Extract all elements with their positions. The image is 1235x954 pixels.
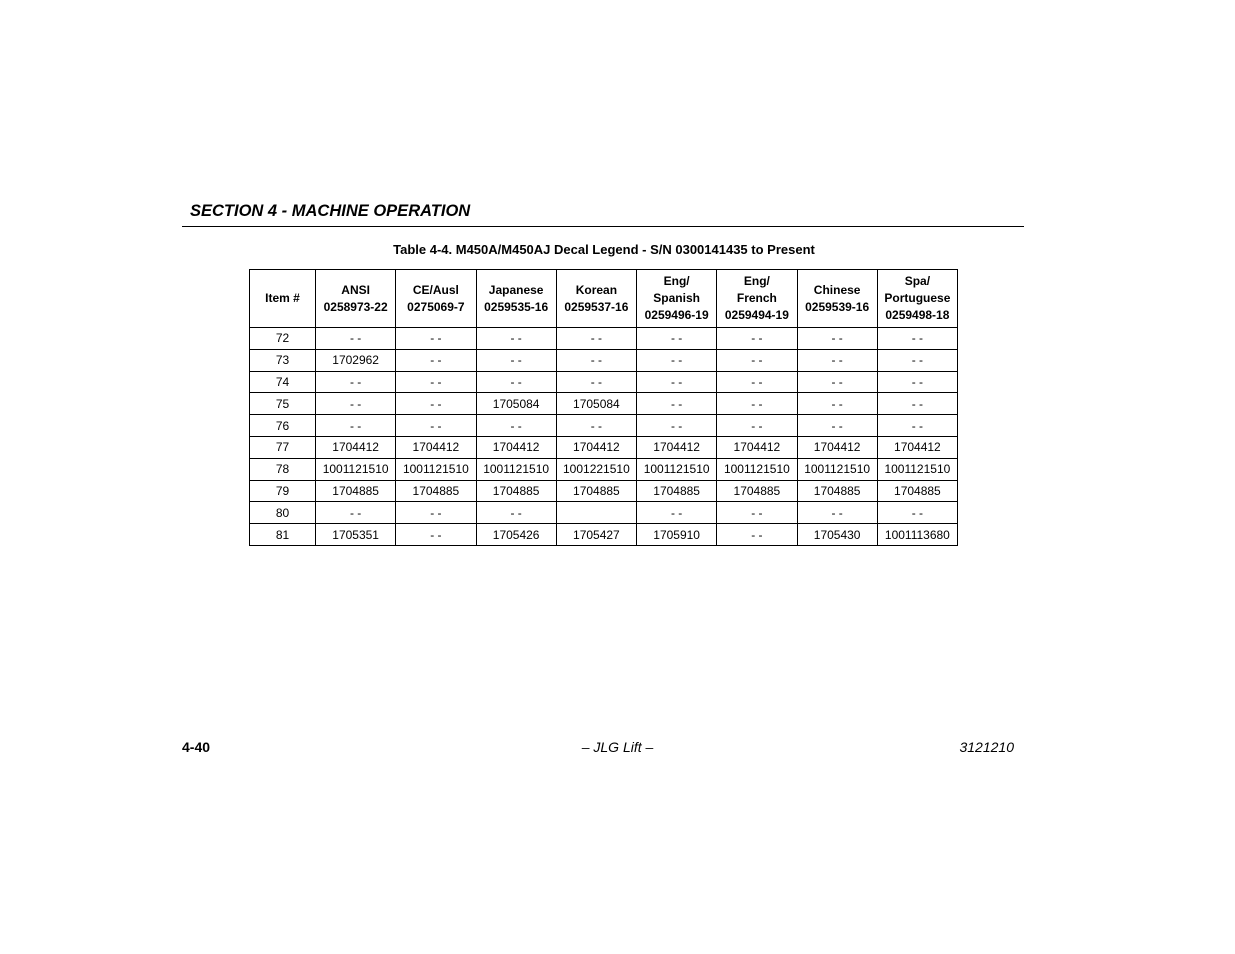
column-header-line: Portuguese [884,291,951,305]
table-row [250,524,958,546]
decal-number-cell: 1704412 [556,436,636,458]
page-number: 4-40 [182,739,211,755]
decal-number-cell [556,502,636,524]
column-header-line: Spanish [653,291,700,305]
item-number-cell: 77 [250,436,316,458]
decal-number-cell: - - [717,328,797,350]
decal-number-cell: - - [396,393,476,415]
column-header-line: Chinese [813,282,861,297]
decal-number-cell: - - [717,349,797,371]
decal-number-cell: - - [637,371,717,393]
item-number-cell: 80 [250,502,316,524]
column-header-line: 0275069-7 [407,299,465,314]
decal-number-cell: - - [877,328,957,350]
column-header [556,270,636,328]
column-header-line: Item # [265,291,300,305]
decal-number-cell: 1704412 [476,436,556,458]
decal-number-cell: - - [316,393,396,415]
decal-number-cell: 1704885 [476,480,556,502]
decal-number-cell: 1705084 [556,393,636,415]
table-body [250,328,958,546]
column-header-line: Eng/ [743,274,770,288]
decal-number-cell: 1704885 [797,480,877,502]
decal-number-cell: - - [637,502,717,524]
column-header [396,270,476,328]
column-header [316,270,396,328]
item-number-cell: 81 [250,524,316,546]
decal-number-cell: 1704885 [396,480,476,502]
column-header-line: 0259496-19 [644,308,709,322]
decal-number-cell: 1001121510 [316,458,396,480]
decal-number-cell: 1705430 [797,524,877,546]
column-header-line: Eng/ [663,274,690,288]
decal-number-cell: - - [877,415,957,437]
table-row [250,349,958,371]
item-number-cell: 75 [250,393,316,415]
decal-number-cell: - - [556,349,636,371]
header-rule [182,226,1024,227]
decal-number-cell: - - [316,502,396,524]
decal-number-cell: 1001121510 [637,458,717,480]
decal-number-cell: - - [717,415,797,437]
table-row [250,480,958,502]
decal-number-cell: 1001121510 [877,458,957,480]
decal-number-cell: - - [476,349,556,371]
decal-number-cell: - - [637,328,717,350]
column-header-line: 0258973-22 [323,299,388,314]
decal-number-cell: - - [476,328,556,350]
decal-number-cell: 1705351 [316,524,396,546]
decal-number-cell: - - [556,328,636,350]
decal-number-cell: 1702962 [316,349,396,371]
decal-number-cell: - - [877,393,957,415]
item-number-cell: 72 [250,328,316,350]
decal-number-cell: - - [717,393,797,415]
decal-number-cell: - - [717,502,797,524]
column-header-line: CE/Ausl [412,282,459,297]
column-header-line: Japanese [488,282,544,297]
item-number-cell: 78 [250,458,316,480]
decal-number-cell: - - [797,349,877,371]
column-header-line: 0259537-16 [564,299,629,314]
column-header-line: French [736,291,777,305]
decal-number-cell: - - [396,502,476,524]
column-header [797,270,877,328]
decal-number-cell: - - [396,349,476,371]
decal-number-cell: - - [476,502,556,524]
table-row [250,436,958,458]
table-caption: Table 4-4. M450A/M450AJ Decal Legend - S/N 0300141435 to Present [393,242,815,257]
decal-number-cell: 1001113680 [877,524,957,546]
decal-number-cell: - - [316,415,396,437]
decal-number-cell: - - [316,371,396,393]
table-row [250,371,958,393]
decal-number-cell: 1001121510 [476,458,556,480]
decal-number-cell: 1704412 [396,436,476,458]
footer-title: – JLG Lift – [581,739,654,755]
decal-number-cell: - - [396,415,476,437]
decal-number-cell: 1704885 [717,480,797,502]
decal-number-cell: - - [877,502,957,524]
decal-number-cell: 1001121510 [717,458,797,480]
decal-number-cell: 1704885 [637,480,717,502]
decal-number-cell: - - [396,371,476,393]
column-header [476,270,556,328]
decal-number-cell: - - [476,415,556,437]
item-number-cell: 79 [250,480,316,502]
decal-number-cell: - - [637,415,717,437]
table-row [250,458,958,480]
column-header-line: ANSI [341,282,370,297]
decal-number-cell: 1704412 [797,436,877,458]
decal-number-cell: - - [476,371,556,393]
item-number-cell: 76 [250,415,316,437]
decal-number-cell: - - [797,415,877,437]
column-header-line: 0259494-19 [724,308,789,322]
column-header [250,270,316,328]
decal-number-cell: - - [556,371,636,393]
document-number: 3121210 [959,739,1014,755]
column-header-line: 0259535-16 [484,299,549,314]
decal-number-cell: 1704412 [877,436,957,458]
table-row [250,415,958,437]
decal-number-cell: 1705426 [476,524,556,546]
column-header [717,270,797,328]
table-header [250,270,958,328]
decal-number-cell: - - [797,328,877,350]
decal-legend-table [249,269,958,546]
section-title: SECTION 4 - MACHINE OPERATION [190,202,471,220]
decal-number-cell: - - [717,524,797,546]
decal-number-cell: - - [637,349,717,371]
decal-number-cell: - - [396,328,476,350]
item-number-cell: 73 [250,349,316,371]
decal-number-cell: 1001221510 [556,458,636,480]
table-row [250,393,958,415]
decal-number-cell: - - [797,502,877,524]
decal-number-cell: - - [556,415,636,437]
column-header-line: 0259498-18 [885,308,950,322]
table-row [250,502,958,524]
decal-number-cell: 1704412 [717,436,797,458]
decal-number-cell: - - [797,371,877,393]
decal-number-cell: 1704885 [877,480,957,502]
column-header-line: 0259539-16 [805,299,870,314]
decal-number-cell: - - [797,393,877,415]
column-header [637,270,717,328]
decal-number-cell: 1705910 [637,524,717,546]
decal-number-cell: 1705084 [476,393,556,415]
decal-number-cell: - - [717,371,797,393]
column-header-line: Spa/ [904,274,931,288]
item-number-cell: 74 [250,371,316,393]
decal-number-cell: 1704412 [637,436,717,458]
decal-number-cell: 1704885 [316,480,396,502]
table-row [250,328,958,350]
decal-number-cell: - - [637,393,717,415]
decal-number-cell: 1704412 [316,436,396,458]
decal-number-cell: - - [877,349,957,371]
column-header-line: Korean [575,282,618,297]
header-row [250,270,958,328]
decal-number-cell: - - [877,371,957,393]
decal-number-cell: - - [316,328,396,350]
decal-number-cell: 1704885 [556,480,636,502]
decal-number-cell: 1001121510 [797,458,877,480]
decal-number-cell: - - [396,524,476,546]
column-header [877,270,957,328]
decal-number-cell: 1001121510 [396,458,476,480]
decal-number-cell: 1705427 [556,524,636,546]
